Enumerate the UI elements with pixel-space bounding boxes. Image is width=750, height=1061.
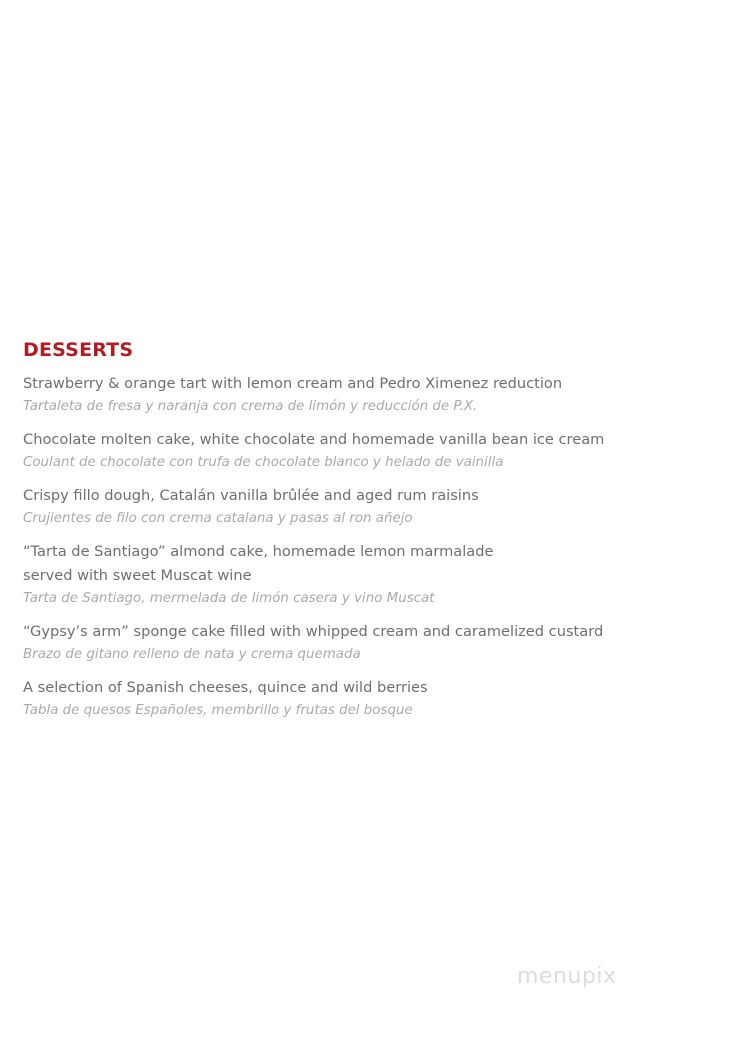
menu-item [23,540,723,610]
menu-item-english-line: Chocolate molten cake, white chocolate and homemade vanilla bean ice cream [23,431,605,448]
menu-item-english-line: Crispy fillo dough, Catalán vanilla brûlée and aged rum raisins [23,487,479,504]
menu-item-english [23,676,723,700]
menu-item-spanish: Coulant de chocolate con trufa de chocolate blanco y helado de vainilla [23,455,504,470]
menu-item [23,484,723,530]
menu-item-english [23,484,723,508]
menu-item-spanish: Tabla de quesos Españoles, membrillo y frutas del bosque [23,703,413,718]
menu-item [23,372,723,418]
menu-item-spanish: Tartaleta de fresa y naranja con crema de limón y reducción de P.X. [23,399,478,414]
menu-item-english-line: “Gypsy’s arm” sponge cake filled with whipped cream and caramelized custard [23,623,604,640]
desserts-section [23,338,723,732]
menu-item-english [23,540,723,588]
menu-item-spanish: Crujientes de filo con crema catalana y pasas al ron añejo [23,511,413,526]
menu-item-spanish: Tarta de Santiago, mermelada de limón casera y vino Muscat [23,591,435,606]
menu-item-english-line: “Tarta de Santiago” almond cake, homemade lemon marmalade [23,543,494,560]
menu-item-spanish: Brazo de gitano relleno de nata y crema quemada [23,647,361,662]
menu-item-english [23,372,723,396]
menu-list [23,372,723,722]
menu-item [23,620,723,666]
menu-item-english [23,620,723,644]
menu-item-english-line: Strawberry & orange tart with lemon cream and Pedro Ximenez reduction [23,375,563,392]
menu-item [23,428,723,474]
section-title: DESSERTS [23,339,134,361]
menu-item-english [23,428,723,452]
menupix-watermark: menupix [517,964,617,989]
menu-item-english-line: served with sweet Muscat wine [23,567,252,584]
menu-item-english-line: A selection of Spanish cheeses, quince and wild berries [23,679,428,696]
menu-item [23,676,723,722]
